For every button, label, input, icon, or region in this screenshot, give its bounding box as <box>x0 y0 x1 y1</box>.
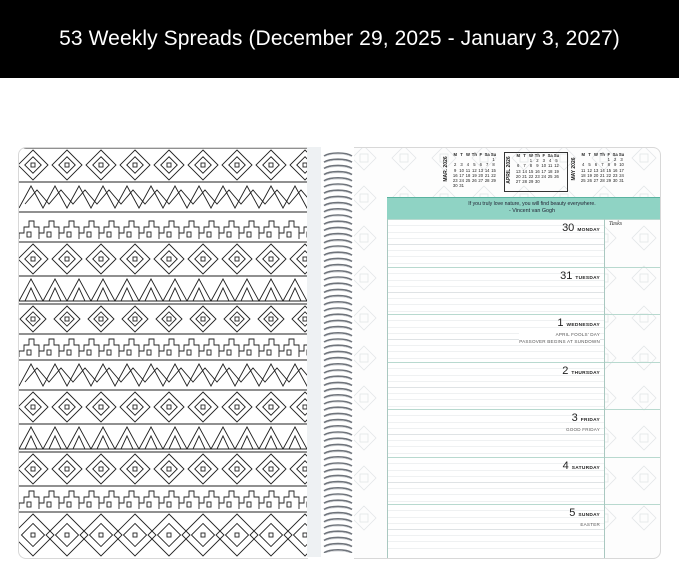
mini-calendar-date: 29 <box>606 177 612 183</box>
mini-calendar-date: 30 <box>452 183 458 189</box>
mini-calendar-date: 3 <box>542 158 545 164</box>
mini-calendar-weekday: W <box>529 153 533 158</box>
mini-calendar-date: 31 <box>619 177 624 183</box>
mini-calendar-date: 24 <box>459 177 464 183</box>
day-notes <box>519 331 600 345</box>
day-number: 3 <box>571 412 578 424</box>
daily-columns <box>387 219 604 558</box>
mini-calendar-date: 25 <box>547 173 553 179</box>
mini-calendar-date: 5 <box>555 158 558 164</box>
mini-calendar-weekday: T <box>523 153 526 158</box>
day-header <box>557 317 600 329</box>
tasks-column <box>604 219 661 558</box>
mini-calendar-date: 2 <box>613 157 617 163</box>
mini-calendar-date: 27 <box>515 178 521 184</box>
mini-calendar-date: 12 <box>554 163 559 169</box>
mini-calendar-date: 26 <box>587 177 592 183</box>
holiday-note: GOOD FRIDAY <box>565 427 600 432</box>
mini-calendar-date: 17 <box>541 168 547 174</box>
day-block[interactable] <box>388 362 604 411</box>
day-notes <box>566 426 600 433</box>
mini-calendar-date: 16 <box>612 167 618 173</box>
mini-calendar-date: 8 <box>492 162 495 168</box>
mini-calendar-weekday: Th <box>471 152 477 157</box>
mini-calendar-date: 9 <box>454 167 457 173</box>
mini-calendar-date: 25 <box>465 177 471 183</box>
mini-calendar-date: 21 <box>600 172 605 178</box>
mini-calendar-date <box>490 183 496 188</box>
quote-banner <box>387 197 661 220</box>
day-header <box>563 460 600 472</box>
day-header <box>569 507 600 519</box>
day-number: 1 <box>557 317 564 329</box>
day-number: 2 <box>562 364 569 377</box>
mini-calendar-date: 14 <box>522 168 527 174</box>
mini-calendar-date: 1 <box>607 157 610 163</box>
day-block[interactable] <box>388 504 604 553</box>
day-name: FRIDAY <box>580 418 600 423</box>
mini-calendar-date: 28 <box>522 178 527 184</box>
mini-calendar-month: APRIL 2026 <box>506 156 512 184</box>
mini-calendar-weekday: Su <box>553 153 560 158</box>
mini-calendar-date: 29 <box>491 177 496 183</box>
cover-pattern-page <box>18 147 308 559</box>
mini-calendar-date: 3 <box>460 162 463 168</box>
quote-author: - Vincent van Gogh <box>508 208 556 214</box>
mini-calendar-weekday: M <box>581 152 585 157</box>
mini-calendar-date: 9 <box>536 163 539 169</box>
mini-calendar-date: 3 <box>620 157 623 163</box>
mini-calendar-date: 21 <box>484 172 490 178</box>
mini-calendar-date: 6 <box>517 163 520 169</box>
mini-calendar-date: 31 <box>459 183 464 189</box>
day-name: TUESDAY <box>575 275 600 281</box>
mini-calendar-date: 13 <box>515 168 521 174</box>
mini-calendar-month: MAR. 2026 <box>443 156 449 182</box>
task-cell[interactable] <box>605 314 661 363</box>
mini-calendar-date: 7 <box>485 162 489 168</box>
day-header <box>560 270 600 282</box>
mini-calendar-april <box>504 152 568 192</box>
holiday-note: APRIL FOOLS' DAY <box>555 332 600 337</box>
holiday-note: EASTER <box>580 522 600 527</box>
mini-calendar-date: 19 <box>587 172 592 178</box>
mini-calendar-weekday: Sa <box>484 152 490 157</box>
weekly-page <box>354 147 661 559</box>
mini-calendar-weekday: Su <box>490 152 497 157</box>
mini-calendar-date: 14 <box>484 167 490 173</box>
mini-calendar-date: 1 <box>492 157 495 163</box>
mini-calendar-grid <box>452 152 497 188</box>
day-block[interactable] <box>388 409 604 458</box>
mini-calendar-weekday: W <box>594 152 598 157</box>
mini-calendar-weekday: F <box>542 153 546 158</box>
mini-calendar-date: 20 <box>593 172 599 178</box>
day-number: 4 <box>562 459 569 472</box>
mini-calendar-date: 26 <box>472 177 477 183</box>
mini-calendar-date: 2 <box>536 158 539 164</box>
mini-calendar-month: MAY 2026 <box>571 157 577 181</box>
page-spine <box>307 147 321 557</box>
mini-calendar-date: 11 <box>547 163 553 169</box>
holiday-note: PASSOVER BEGINS AT SUNDOWN <box>519 339 600 345</box>
planner <box>18 147 660 557</box>
mini-calendar-date: 27 <box>593 177 599 183</box>
mini-calendar-date: 4 <box>466 162 470 168</box>
mini-calendar-date: 15 <box>491 167 496 173</box>
mini-calendar-date: 7 <box>523 163 526 169</box>
geometric-pattern <box>19 148 308 558</box>
mini-calendar-date: 24 <box>541 173 547 179</box>
mini-calendar-date: 23 <box>535 173 540 179</box>
mini-calendar-date: 6 <box>594 162 598 168</box>
mini-calendar-weekday: Sa <box>547 153 553 158</box>
day-block[interactable] <box>388 314 604 363</box>
mini-calendar-grid <box>580 152 625 183</box>
day-name: WEDNESDAY <box>566 323 600 328</box>
mini-calendar-weekday: Sa <box>612 152 618 157</box>
mini-calendar-date: 2 <box>454 162 457 168</box>
mini-calendar-date: 22 <box>606 172 612 178</box>
mini-calendar-date: 12 <box>472 167 477 173</box>
mini-calendar-date: 27 <box>478 177 484 183</box>
mini-calendar-date: 4 <box>548 158 552 164</box>
mini-calendar-date: 22 <box>491 172 496 178</box>
day-block[interactable] <box>388 267 604 316</box>
day-name: THURSDAY <box>571 370 600 376</box>
mini-calendar-date: 7 <box>601 162 604 168</box>
mini-calendar-date: 26 <box>554 173 559 179</box>
mini-calendar-date: 21 <box>522 173 527 179</box>
mini-calendar-weekday: F <box>479 152 483 157</box>
task-cell[interactable] <box>605 504 661 553</box>
mini-calendar-march <box>442 152 500 190</box>
mini-calendar-weekday: W <box>466 152 470 157</box>
mini-calendar-date: 16 <box>535 168 540 174</box>
quote-text: If you truly love nature, you will find beauty everywhere. <box>468 201 596 207</box>
mini-calendar-date: 11 <box>581 167 586 173</box>
mini-calendar-may <box>570 152 632 190</box>
mini-calendar-date: 13 <box>478 167 484 173</box>
day-header <box>562 365 600 377</box>
banner-title: 53 Weekly Spreads (December 29, 2025 - January 3, 2027) <box>59 27 620 50</box>
day-header <box>572 412 600 424</box>
mini-calendar-date: 15 <box>528 168 534 174</box>
mini-calendar-date: 11 <box>465 167 471 173</box>
mini-calendar-date: 19 <box>554 168 559 174</box>
mini-calendar-date: 5 <box>473 162 476 168</box>
mini-calendar-weekday: T <box>460 152 463 157</box>
mini-calendar-date: 18 <box>465 172 471 178</box>
mini-calendar-weekday: M <box>516 153 520 158</box>
day-name: SATURDAY <box>571 465 600 471</box>
mini-calendar-date: 4 <box>582 162 585 168</box>
day-number: 30 <box>562 222 575 234</box>
mini-calendar-date: 1 <box>529 158 533 164</box>
mini-calendar-date: 12 <box>587 167 592 173</box>
mini-calendar-date: 14 <box>600 167 605 173</box>
task-cell[interactable] <box>605 457 661 506</box>
mini-calendar-date: 23 <box>612 172 618 178</box>
mini-calendar-date: 18 <box>580 172 586 178</box>
mini-calendar-date: 24 <box>619 172 624 178</box>
mini-calendar-date: 10 <box>459 167 464 173</box>
day-name: SUNDAY <box>578 513 600 518</box>
day-block[interactable] <box>388 457 604 506</box>
mini-calendar-weekday: Su <box>618 152 625 157</box>
mini-calendar-date: 29 <box>528 178 534 184</box>
tasks-label: Tasks <box>609 221 623 227</box>
mini-calendar-date: 17 <box>459 172 464 178</box>
mini-calendar-date: 15 <box>606 167 612 173</box>
mini-calendar-weekday: T <box>588 152 591 157</box>
mini-calendar-date: 16 <box>452 172 458 178</box>
mini-calendar-date: 10 <box>619 162 624 168</box>
mini-calendar-date: 28 <box>484 177 490 183</box>
mini-calendar-date: 20 <box>515 173 521 179</box>
mini-calendar-date: 28 <box>600 177 605 183</box>
mini-calendar-date: 23 <box>452 177 458 183</box>
mini-calendar-date: 30 <box>535 178 540 184</box>
mini-calendar-date: 8 <box>607 162 610 168</box>
mini-calendar-date: 22 <box>528 173 534 179</box>
day-number: 5 <box>569 507 576 519</box>
day-notes <box>580 521 600 528</box>
mini-calendar-date: 18 <box>547 168 553 174</box>
task-cell[interactable] <box>605 362 661 411</box>
header-banner <box>0 0 679 78</box>
day-name: MONDAY <box>577 228 600 233</box>
mini-calendar-weekday: Th <box>534 153 540 158</box>
mini-calendar-date: 25 <box>580 177 586 183</box>
mini-calendar-date: 20 <box>478 172 484 178</box>
day-block[interactable] <box>388 219 604 268</box>
mini-calendar-date: 8 <box>529 163 533 169</box>
day-header <box>562 222 600 234</box>
mini-calendar-weekday: F <box>607 152 611 157</box>
mini-calendar-grid <box>515 153 560 184</box>
mini-calendar-date: 6 <box>479 162 482 168</box>
mini-calendar-date: 19 <box>472 172 477 178</box>
mini-calendar-date: 13 <box>593 167 599 173</box>
mini-calendar-date: 5 <box>588 162 591 168</box>
mini-calendar-date: 30 <box>612 177 618 183</box>
mini-calendar-weekday: Th <box>599 152 605 157</box>
day-number: 31 <box>560 269 573 282</box>
mini-calendar-date <box>553 179 559 184</box>
mini-calendar-date: 17 <box>619 167 624 173</box>
mini-calendar-weekday: M <box>453 152 457 157</box>
mini-calendar-date: 10 <box>541 163 547 169</box>
mini-calendar-date: 9 <box>613 162 617 168</box>
task-cell[interactable] <box>605 267 661 316</box>
task-cell[interactable] <box>605 409 661 458</box>
spiral-binding <box>322 151 354 553</box>
